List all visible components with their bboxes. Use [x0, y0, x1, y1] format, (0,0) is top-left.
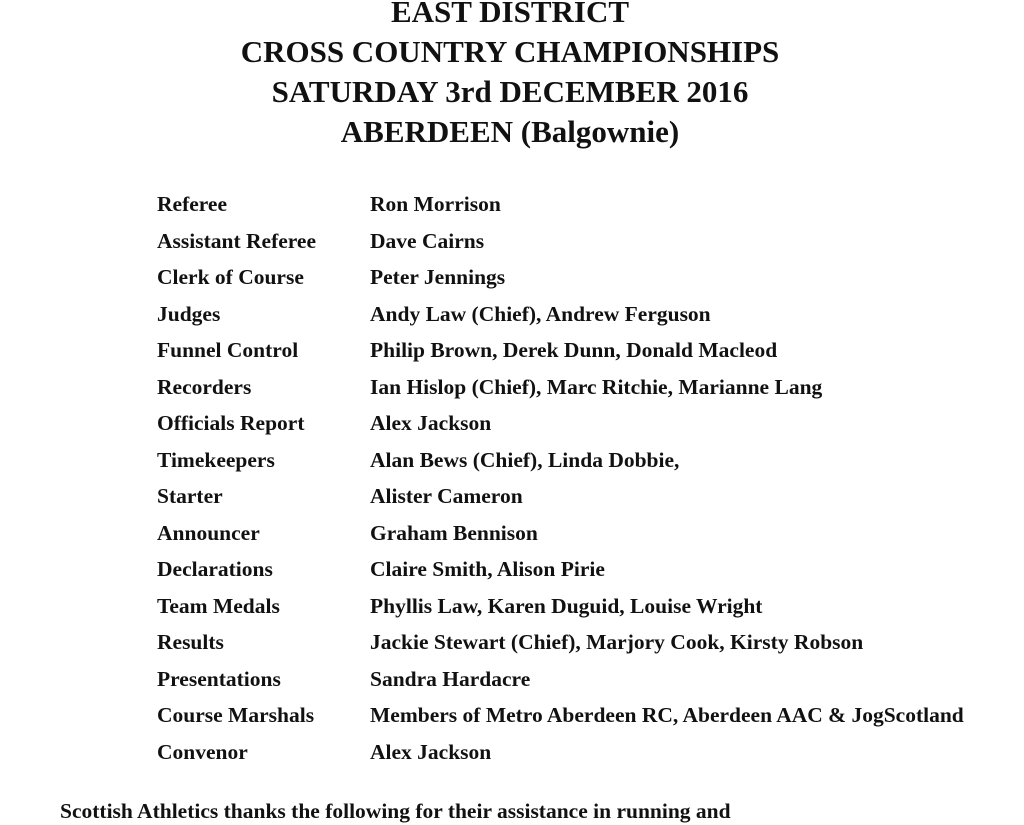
role-label: Convenor — [157, 739, 248, 764]
official-row-recorders — [157, 373, 997, 401]
official-row-declarations — [157, 555, 997, 583]
role-label: Officials Report — [157, 411, 305, 435]
official-names: Ron Morrison — [370, 192, 501, 216]
official-names: Ian Hislop (Chief), Marc Ritchie, Marianne Lang — [370, 374, 823, 399]
official-row-referee — [157, 190, 997, 218]
role-label: Timekeepers — [157, 447, 275, 472]
acknowledgement-text: Scottish Athletics thanks the following for their assistance in running and — [60, 799, 731, 823]
role-label: Team Medals — [157, 593, 280, 618]
official-names: Graham Bennison — [370, 520, 538, 545]
role-label: Referee — [157, 192, 228, 216]
official-row-starter — [157, 482, 997, 510]
officials-list — [157, 190, 997, 774]
official-row-officials-report — [157, 409, 997, 437]
official-names: Sandra Hardacre — [370, 666, 531, 691]
role-label: Course Marshals — [157, 703, 315, 727]
role-label: Recorders — [157, 374, 252, 399]
official-names: Andy Law (Chief), Andrew Ferguson — [370, 301, 711, 326]
official-row-presentations — [157, 665, 997, 693]
official-names: Members of Metro Aberdeen RC, Aberdeen AAC & JogScotland — [370, 703, 964, 727]
official-names: Claire Smith, Alison Pirie — [370, 557, 605, 581]
role-label: Declarations — [157, 557, 273, 581]
official-names: Alister Cameron — [370, 484, 523, 508]
role-label: Results — [157, 630, 224, 654]
official-names: Alex Jackson — [370, 411, 492, 435]
official-names: Alex Jackson — [370, 739, 492, 764]
official-row-team-medals — [157, 592, 997, 620]
official-names: Alan Bews (Chief), Linda Dobbie, — [370, 447, 680, 472]
official-names: Phyllis Law, Karen Duguid, Louise Wright — [370, 593, 763, 618]
role-label: Clerk of Course — [157, 265, 304, 289]
official-row-funnel-control — [157, 336, 997, 364]
official-row-convenor — [157, 738, 997, 766]
official-row-assistant-referee — [157, 227, 997, 255]
title-line-venue: ABERDEEN (Balgownie) — [340, 114, 680, 149]
role-label: Announcer — [157, 520, 260, 545]
official-names: Jackie Stewart (Chief), Marjory Cook, Kirsty Robson — [370, 630, 864, 654]
title-line-date: SATURDAY 3rd DECEMBER 2016 — [271, 74, 749, 109]
official-row-announcer — [157, 519, 997, 547]
official-names: Peter Jennings — [370, 265, 506, 289]
official-row-clerk-of-course — [157, 263, 997, 291]
role-label: Presentations — [157, 666, 281, 691]
official-row-results — [157, 628, 997, 656]
official-names: Philip Brown, Derek Dunn, Donald Macleod — [370, 338, 778, 362]
official-row-judges — [157, 300, 997, 328]
official-row-course-marshals — [157, 701, 997, 729]
role-label: Starter — [157, 484, 223, 508]
role-label: Funnel Control — [157, 338, 299, 362]
role-label: Assistant Referee — [157, 228, 317, 253]
title-line-championship: CROSS COUNTRY CHAMPIONSHIPS — [240, 34, 780, 69]
title-line-event: EAST DISTRICT — [390, 0, 630, 29]
role-label: Judges — [157, 301, 221, 326]
official-names: Dave Cairns — [370, 228, 485, 253]
official-row-timekeepers — [157, 446, 997, 474]
document-title — [0, 0, 1020, 152]
